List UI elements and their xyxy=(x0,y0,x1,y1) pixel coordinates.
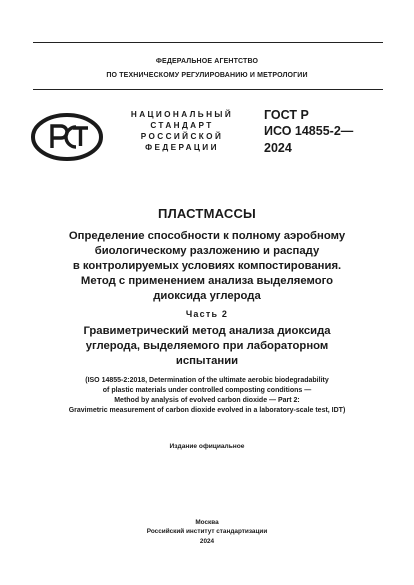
subtitle-line: в контролируемых условиях компостирования. xyxy=(72,260,342,272)
subtitle-line: биологическому разложению и распаду xyxy=(94,245,320,257)
footer-publisher: Российский институт стандартизации xyxy=(146,528,268,535)
header-rule xyxy=(33,89,383,90)
designation-line3: 2024 xyxy=(264,141,292,155)
standard-type-line3: РОССИЙСКОЙ xyxy=(140,132,224,141)
rst-logo-icon xyxy=(30,112,104,162)
standard-type-line4: ФЕДЕРАЦИИ xyxy=(145,143,219,152)
agency-name-line1: ФЕДЕРАЛЬНОЕ АГЕНТСТВО xyxy=(155,58,259,65)
official-edition-label: Издание официальное xyxy=(169,443,245,450)
standard-type-line2: СТАНДАРТ xyxy=(150,121,214,130)
part-title-line: испытании xyxy=(175,355,239,367)
subtitle-line: Метод с применением анализа выделяемого xyxy=(80,275,334,287)
part-title-line: углерода, выделяемого при лабораторном xyxy=(85,340,329,352)
designation-line2: ИСО 14855-2— xyxy=(264,124,354,138)
footer-city: Москва xyxy=(195,519,219,526)
footer-year: 2024 xyxy=(199,538,215,545)
part-label: Часть 2 xyxy=(185,309,229,319)
agency-name-line2: ПО ТЕХНИЧЕСКОМУ РЕГУЛИРОВАНИЮ И МЕТРОЛОГИИ xyxy=(106,72,308,79)
designation-line1: ГОСТ Р xyxy=(264,108,309,122)
top-rule xyxy=(33,42,383,43)
document-title: ПЛАСТМАССЫ xyxy=(158,206,256,221)
subtitle-line: Определение способности к полному аэробному xyxy=(68,230,346,242)
iso-reference-line: Method by analysis of evolved carbon dioxide — Part 2: xyxy=(114,397,300,404)
iso-reference-line: Gravimetric measurement of carbon dioxide evolved in a laboratory-scale test, IDT) xyxy=(68,407,346,414)
iso-reference-line: (ISO 14855-2:2018, Determination of the ultimate aerobic biodegradability xyxy=(85,377,329,384)
part-title-line: Гравиметрический метод анализа диоксида xyxy=(83,325,331,337)
standard-type-line1: НАЦИОНАЛЬНЫЙ xyxy=(130,110,234,119)
iso-reference-line: of plastic materials under controlled composting conditions — xyxy=(102,387,312,394)
subtitle-line: диоксида углерода xyxy=(153,290,261,302)
